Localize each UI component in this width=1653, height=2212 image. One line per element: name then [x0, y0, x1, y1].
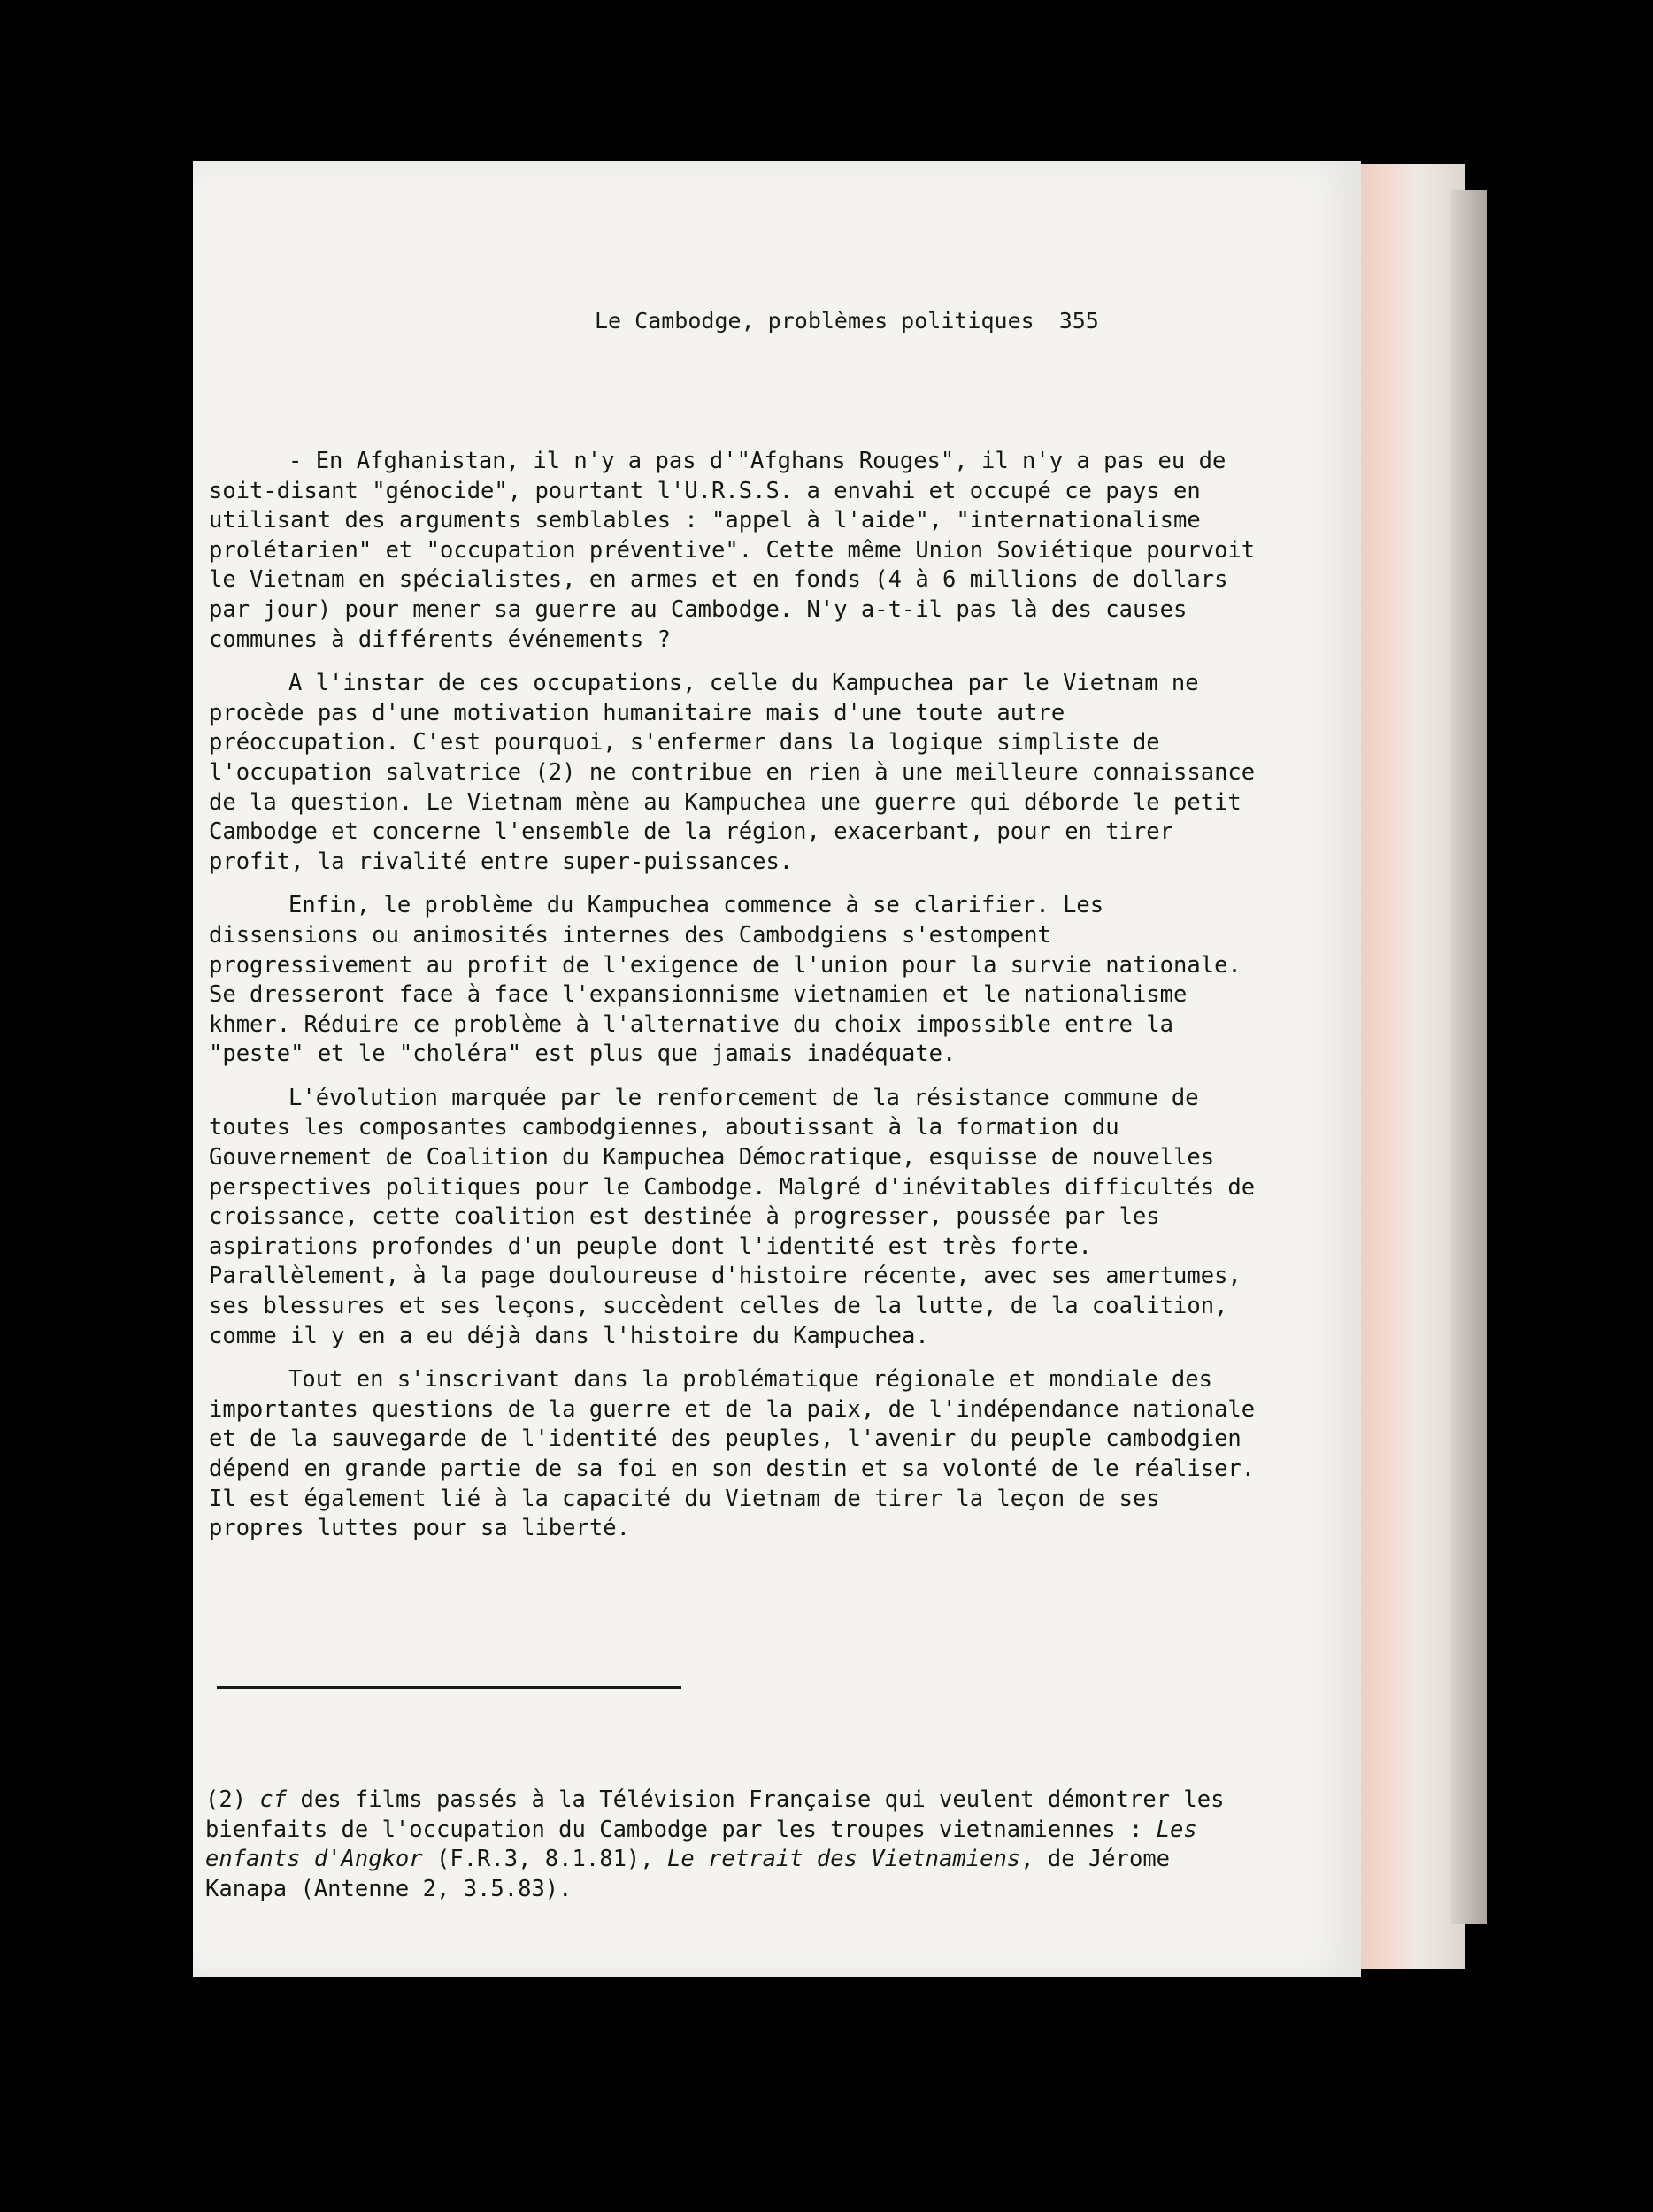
- running-head-title: Le Cambodge, problèmes politiques: [595, 308, 1034, 334]
- book-cover-edge: [1451, 190, 1487, 1924]
- footnote-text-2: (F.R.3, 8.1.81),: [422, 1846, 667, 1873]
- footnote-text-1: des films passés à la Télévision Française qui veulent démontrer les bienfaits de l'occupation du Cambodge par les troupes vietnamiennes :: [205, 1786, 1225, 1843]
- paragraph-occupations: A l'instar de ces occupations, celle du Kampuchea par le Vietnam ne procède pas d'une motivation humanitaire mais d'une toute autre préoccupation. C'est pourquoi, s'enfermer dans la logique simpliste de l'occupation salvatrice (2) ne contribue en rien à une meilleure connaissance de la question. Le Vietnam mène au Kampuchea une guerre qui déborde le petit Cambodge et concerne l'ensemble de la région, exacerbant, pour en tirer profit, la rivalité entre super-puissances.: [209, 670, 1256, 875]
- body-text: [209, 447, 1257, 1558]
- footnote-marker: (2): [205, 1786, 247, 1813]
- paragraph-clarification: Enfin, le problème du Kampuchea commence à se clarifier. Les dissensions ou animosités internes des Cambodgiens s'estompent progressivement au profit de l'exigence de l'union pour la survie nationale. Se dresseront face à face l'expansionnisme vietnamien et le nationalisme khmer. Réduire ce problème à l'alternative du choix impossible entre la "peste" et le "choléra" est plus que jamais inadéquate.: [209, 892, 1242, 1068]
- footnote-title-1: Les enfants d'Angkor: [205, 1816, 1197, 1873]
- paragraph-coalition: L'évolution marquée par le renforcement de la résistance commune de toutes les composantes cambodgiennes, aboutissant à la formation du Gouvernement de Coalition du Kampuchea Démocratique, esquisse de nouvelles perspectives politiques pour le Cambodge. Malgré d'inévitables difficultés de croissance, cette coalition est destinée à progresser, poussée par les aspirations profondes d'un peuple dont l'identité est très forte. Parallèlement, à la page douloureuse d'histoire récente, avec ses amertumes, ses blessures et ses leçons, succèdent celles de la lutte, de la coalition, comme il y en a eu déjà dans l'histoire du Kampuchea.: [209, 1084, 1256, 1349]
- footnote-title-2: Le retrait des Vietnamiens: [666, 1846, 1021, 1873]
- page-number: 355: [1058, 308, 1099, 334]
- footnote: [205, 1786, 1258, 1904]
- footnote-separator: [217, 1686, 681, 1689]
- running-head: [595, 308, 1099, 334]
- page-stack-edge: [1349, 164, 1465, 1969]
- paragraph-afghanistan: - En Afghanistan, il n'y a pas d'"Afghans Rouges", il n'y a pas eu de soit-disant "génocide", pourtant l'U.R.S.S. a envahi et occupé ce pays en utilisant des arguments semblables : "appel à l'aide", "internationalisme prolétarien" et "occupation préventive". Cette même Union Soviétique pourvoit le Vietnam en spécialistes, en armes et en fonds (4 à 6 millions de dollars par jour) pour mener sa guerre au Cambodge. N'y a-t-il pas là des causes communes à différents événements ?: [209, 448, 1256, 653]
- footnote-cf: cf: [259, 1786, 288, 1813]
- footnote-text-3: , de Jérome Kanapa (Antenne 2, 3.5.83).: [205, 1846, 1171, 1902]
- paragraph-future: Tout en s'inscrivant dans la problématique régionale et mondiale des importantes questions de la guerre et de la paix, de l'indépendance nationale et de la sauvegarde de l'identité des peuples, l'avenir du peuple cambodgien dépend en grande partie de sa foi en son destin et sa volonté de le réaliser. Il est également lié à la capacité du Vietnam de tirer la leçon de ses propres luttes pour sa liberté.: [209, 1366, 1256, 1542]
